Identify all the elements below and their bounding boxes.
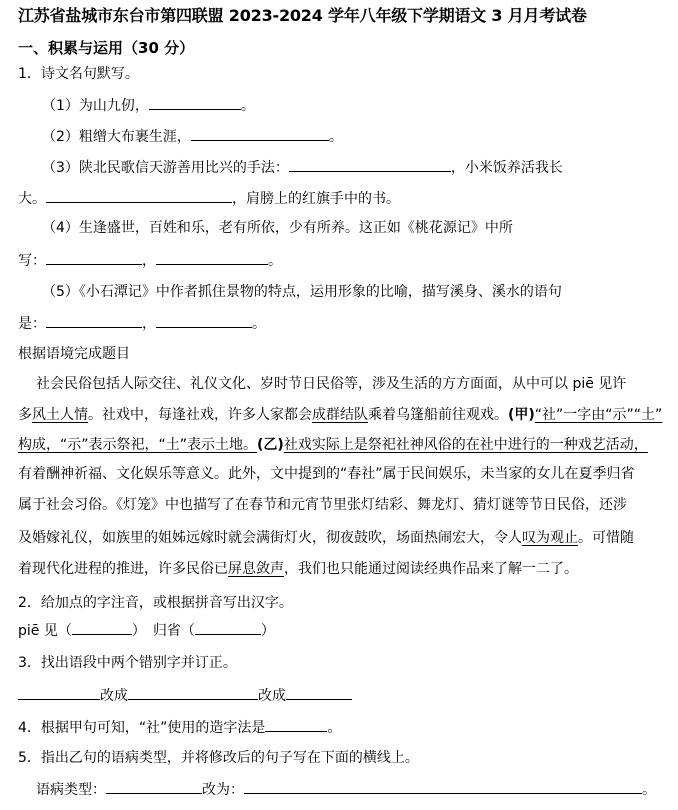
question-1-item-4: （4）生逢盛世，百姓和乐，老有所依，少有所养。这正如《桃花源记》中所 xyxy=(42,220,513,236)
answer-blank[interactable] xyxy=(46,250,142,265)
answer-blank[interactable] xyxy=(46,188,232,203)
answer-blank[interactable] xyxy=(156,250,268,265)
answer-blank[interactable] xyxy=(195,620,261,635)
passage-line: 有着酬神祈福、文化娱乐等意义。此外，文中提到的“春社”属于民间娱乐，未当家的女儿在夏季归省 xyxy=(18,466,635,482)
passage-line: 及婚嫁礼仪，如族里的姐姊远嫁时就会满街灯火，彻夜鼓吹，场面热闹宏大，令人叹为观止。可惜随 xyxy=(18,530,634,546)
question-1-item-3-cont: 大。 ，肩膀上的红旗手中的书。 xyxy=(18,188,400,209)
passage-line: 着现代化进程的推进，许多民俗已屏息敛声，我们也只能通过阅读经典作品来了解一二了。 xyxy=(18,561,578,577)
answer-blank[interactable] xyxy=(72,620,132,635)
answer-blank[interactable] xyxy=(128,685,258,700)
answer-blank[interactable] xyxy=(289,157,451,172)
question-1-item-4-cont: 写： ， 。 xyxy=(18,250,282,271)
answer-blank[interactable] xyxy=(46,313,142,328)
question-1-stem: 1．诗文名句默写。 xyxy=(18,66,139,82)
answer-blank[interactable] xyxy=(156,313,252,328)
answer-blank[interactable] xyxy=(191,126,329,141)
question-1-item-5-cont: 是： ， 。 xyxy=(18,313,266,334)
question-5-stem: 5．指出乙句的语病类型，并将修改后的句子写在下面的横线上。 xyxy=(18,750,419,766)
question-2-answers: piē 见（ ） 归省（ ） xyxy=(18,620,275,641)
answer-blank[interactable] xyxy=(265,717,327,732)
passage-line: 多风土人情。社戏中，每逢社戏，许多人家都会成群结队乘着乌篷船前往观戏。(甲)“社”一字由“示”“土” xyxy=(18,407,663,423)
question-1-item-5: （5）《小石潭记》中作者抓住景物的特点，运用形象的比喻，描写溪身、溪水的语句 xyxy=(42,284,562,300)
page-title: 江苏省盐城市东台市第四联盟 2023-2024 学年八年级下学期语文 3 月月考试卷 xyxy=(18,6,587,25)
answer-blank[interactable] xyxy=(286,685,352,700)
question-5-answers: 语病类型： 改为： 。 xyxy=(36,779,656,800)
question-3-answers: 改成 改成 xyxy=(18,685,352,706)
passage-line: 社会民俗包括人际交往、礼仪文化、岁时节日民俗等，涉及生活的方方面面，从中可以 piē 见许 xyxy=(36,376,627,392)
question-3-stem: 3．找出语段中两个错别字并订正。 xyxy=(18,655,237,671)
question-1-item-2: （2）粗缯大布裹生涯， 。 xyxy=(42,126,343,147)
question-1-item-1: （1）为山九仞， 。 xyxy=(42,95,255,116)
answer-blank[interactable] xyxy=(106,779,202,794)
question-4: 4．根据甲句可知，“社”使用的造字法是 。 xyxy=(18,717,341,738)
passage-line: 属于社会习俗。《灯笼》中也描写了在春节和元宵节里张灯结彩、舞龙灯、猜灯谜等节日民俗，还涉 xyxy=(18,497,627,513)
context-heading: 根据语境完成题目 xyxy=(18,346,130,362)
question-2-stem: 2．给加点的字注音，或根据拼音写出汉字。 xyxy=(18,595,293,611)
answer-blank[interactable] xyxy=(18,685,100,700)
answer-blank[interactable] xyxy=(244,779,642,794)
section-heading: 一、积累与运用（30 分） xyxy=(18,39,195,57)
answer-blank[interactable] xyxy=(149,95,241,110)
passage-line: 构成，“示”表示祭祀，“土”表示土地。(乙)社戏实际上是祭祀社神风俗的在社中进行的一种戏艺活动， xyxy=(18,437,648,453)
question-1-item-3: （3）陕北民歌信天游善用比兴的手法： ，小米饭养活我长 xyxy=(42,157,563,178)
